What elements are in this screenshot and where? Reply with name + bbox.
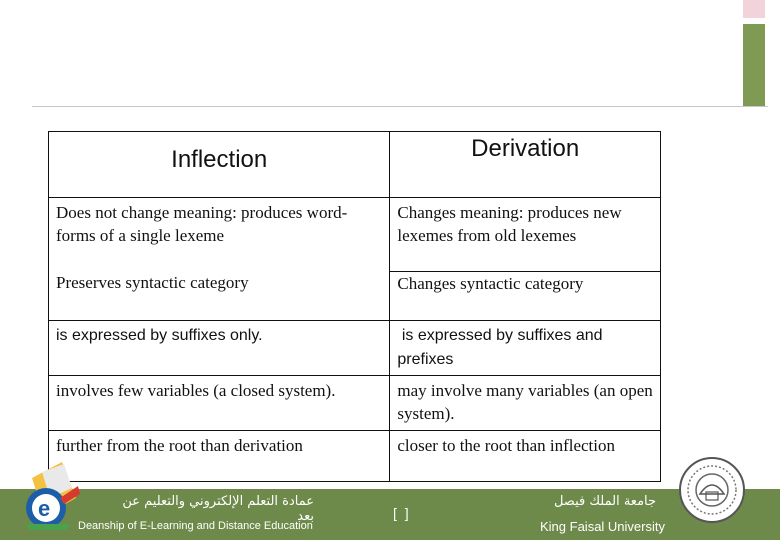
title-divider	[32, 106, 768, 107]
table-row	[49, 321, 661, 376]
row-4-left: involves few variables (a closed system).	[49, 376, 390, 431]
footer-university-arabic: جامعة الملك فيصل	[553, 494, 657, 509]
header-inflection: Inflection	[49, 132, 390, 198]
row-4-right: may involve many variables (an open system).	[390, 376, 661, 431]
header-derivation: Derivation	[390, 132, 661, 198]
row-3-right: is expressed by suffixes and prefixes	[390, 321, 661, 376]
table-header-row	[49, 132, 661, 198]
footer-university-english: King Faisal University	[540, 519, 665, 534]
svg-text:e: e	[38, 496, 51, 521]
accent-bar-green	[743, 24, 765, 106]
footer-deanship-arabic: عمادة التعلم الإلكتروني والتعليم عن بعد	[122, 494, 314, 524]
row-2-right: Changes syntactic category	[397, 274, 584, 293]
row-1-left: Does not change meaning: produces word-forms of a single lexeme	[56, 203, 348, 245]
footer-deanship-english: Deanship of E-Learning and Distance Education	[78, 520, 313, 532]
row-2-left: Preserves syntactic category	[56, 273, 249, 292]
table-row	[49, 198, 661, 321]
row-3-left: is expressed by suffixes only.	[49, 321, 390, 376]
table-row	[49, 431, 661, 482]
comparison-table	[48, 131, 661, 482]
row-1-right: Changes meaning: produces new lexemes from old lexemes	[390, 198, 660, 272]
kfu-seal-icon	[678, 456, 746, 524]
accent-bar-pink	[743, 0, 765, 18]
page-number-marker: [ ]	[393, 505, 411, 521]
row-5-left: further from the root than derivation	[49, 431, 390, 482]
table-row	[49, 376, 661, 431]
row-5-right: closer to the root than inflection	[390, 431, 661, 482]
